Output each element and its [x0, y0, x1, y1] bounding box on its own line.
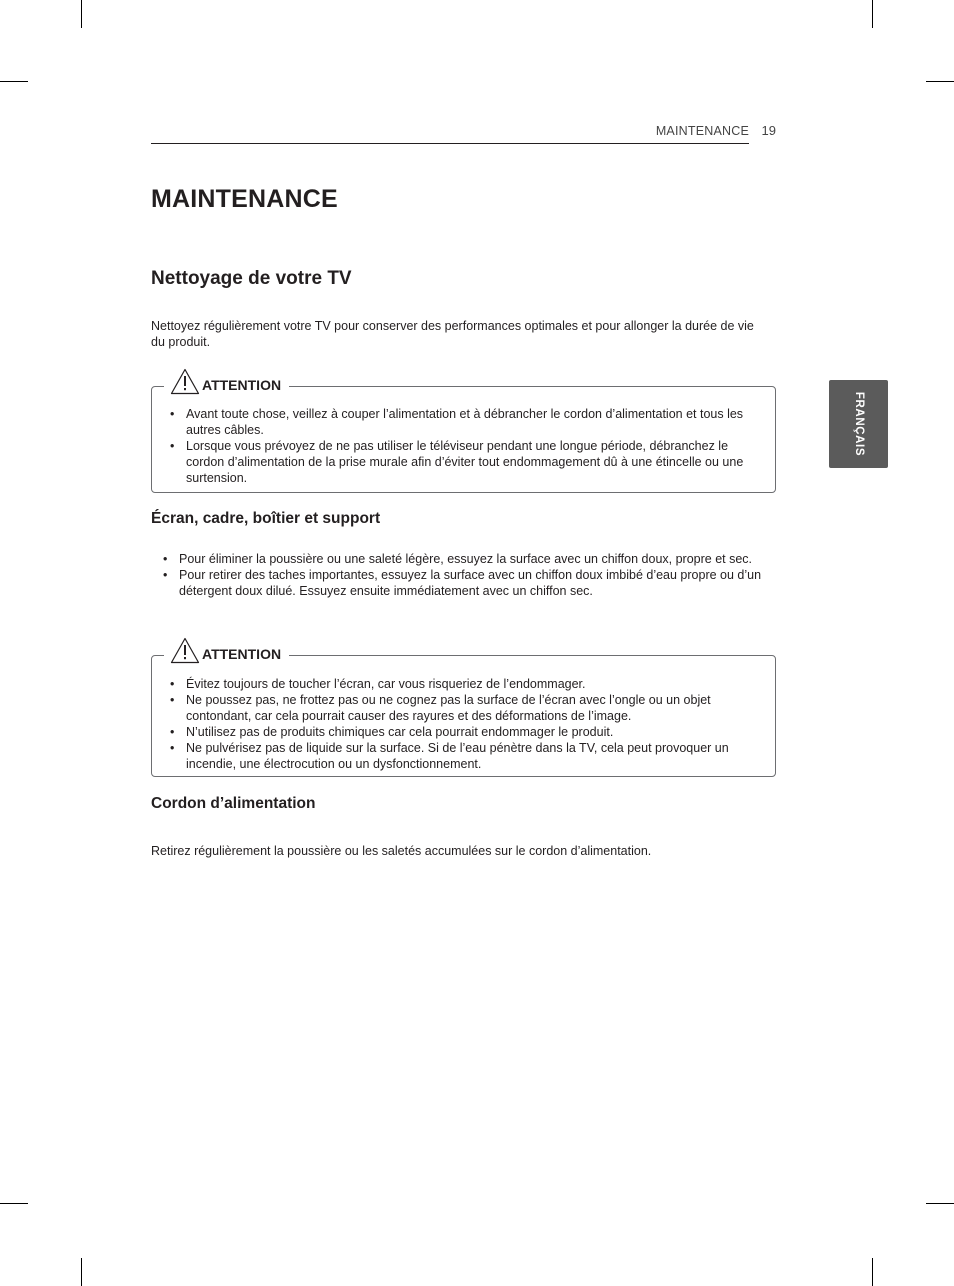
caution-item: • Ne poussez pas, ne frottez pas ou ne cognez pas la surface de l’écran avec l’ongle ou un objet contondant, car cela pourrait causer des rayures et des déformations de l’image.	[168, 692, 760, 724]
page-title: MAINTENANCE	[151, 185, 338, 213]
caution-header	[164, 365, 289, 395]
caution-item: • Ne pulvérisez pas de liquide sur la surface. Si de l’eau pénètre dans la TV, cela peut provoquer un incendie, une électrocution ou un dysfonctionnement.	[168, 740, 760, 772]
warning-triangle-icon	[170, 368, 200, 395]
caution-item: • Avant toute chose, veillez à couper l’alimentation et à débrancher le cordon d’alimentation et tous les autres câbles.	[168, 406, 760, 438]
caution-item: • Évitez toujours de toucher l’écran, car vous risqueriez de l’endommager.	[168, 676, 760, 692]
screen-section-heading: Écran, cadre, boîtier et support	[151, 510, 381, 527]
list-item: • Pour retirer des taches importantes, essuyez la surface avec un chiffon doux imbibé d’eau propre ou d’un détergent doux dilué. Essuyez ensuite immédiatement avec un chiffon sec.	[161, 567, 771, 599]
crop-mark	[0, 1203, 28, 1204]
crop-mark	[872, 0, 873, 28]
crop-mark	[0, 81, 28, 82]
running-header	[151, 122, 776, 144]
crop-mark	[872, 1258, 873, 1286]
caution-box	[151, 377, 776, 493]
power-cord-text: Retirez régulièrement la poussière ou les saletés accumulées sur le cordon d’alimentation.	[151, 844, 652, 858]
caution-label: ATTENTION	[202, 377, 282, 393]
crop-mark	[81, 1258, 82, 1286]
warning-triangle-icon	[170, 637, 200, 664]
caution-list	[168, 676, 760, 772]
page-number: 19	[761, 123, 776, 138]
header-section-title: MAINTENANCE	[655, 124, 749, 138]
power-cord-heading: Cordon d’alimentation	[151, 795, 316, 812]
list-item: • Pour éliminer la poussière ou une saleté légère, essuyez la surface avec un chiffon doux, propre et sec.	[161, 551, 771, 567]
crop-mark	[926, 1203, 954, 1204]
caution-list	[168, 406, 760, 486]
screen-care-list	[161, 551, 771, 599]
caution-header	[164, 634, 289, 664]
caution-item: • N’utilisez pas de produits chimiques car cela pourrait endommager le produit.	[168, 724, 760, 740]
caution-box	[151, 646, 776, 777]
caution-item: • Lorsque vous prévoyez de ne pas utiliser le téléviseur pendant une longue période, débranchez le cordon d’alimentation de la prise murale afin d’éviter tout endommagement dû à une étincelle ou une surtension.	[168, 438, 760, 486]
crop-mark	[926, 81, 954, 82]
caution-label: ATTENTION	[202, 646, 282, 662]
header-rule	[151, 143, 749, 144]
cleaning-heading: Nettoyage de votre TV	[151, 268, 352, 289]
crop-mark	[81, 0, 82, 28]
cleaning-intro: Nettoyez régulièrement votre TV pour conserver des performances optimales et pour allonger la durée de vie du produit.	[151, 319, 754, 349]
language-tab	[829, 380, 888, 468]
language-tab-label: FRANÇAIS	[852, 391, 865, 457]
